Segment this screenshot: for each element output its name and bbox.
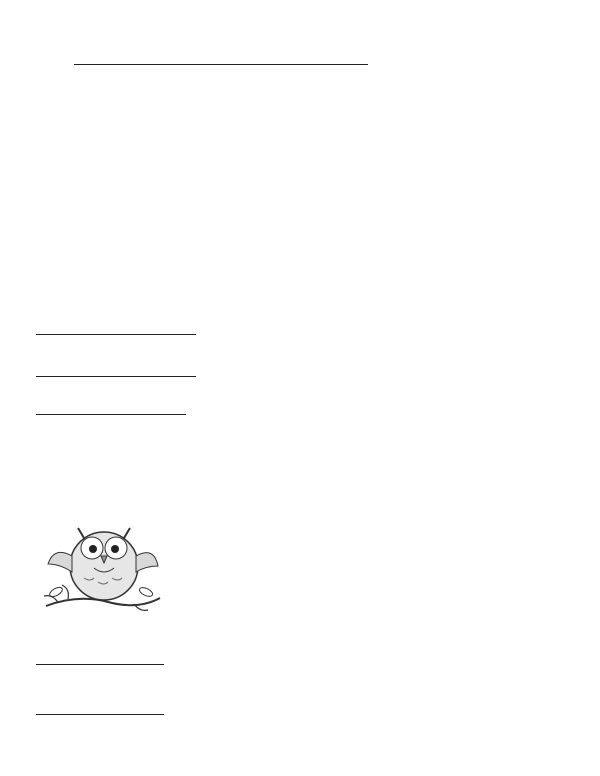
- bottom-jars: [225, 500, 525, 610]
- question-4: [34, 650, 166, 670]
- question-5: [34, 700, 166, 720]
- answer-blank-3[interactable]: [36, 400, 186, 415]
- top-jars: [0, 196, 600, 286]
- answer-blank-2[interactable]: [36, 362, 196, 377]
- answer-blank-5[interactable]: [36, 700, 164, 715]
- question-1: [34, 320, 198, 340]
- answer-blank-4[interactable]: [36, 650, 164, 665]
- owl-illustration: [38, 506, 168, 616]
- question-2: [34, 362, 198, 382]
- question-3: [34, 400, 188, 420]
- answer-blank-1[interactable]: [36, 320, 196, 335]
- name-field[interactable]: [74, 64, 368, 65]
